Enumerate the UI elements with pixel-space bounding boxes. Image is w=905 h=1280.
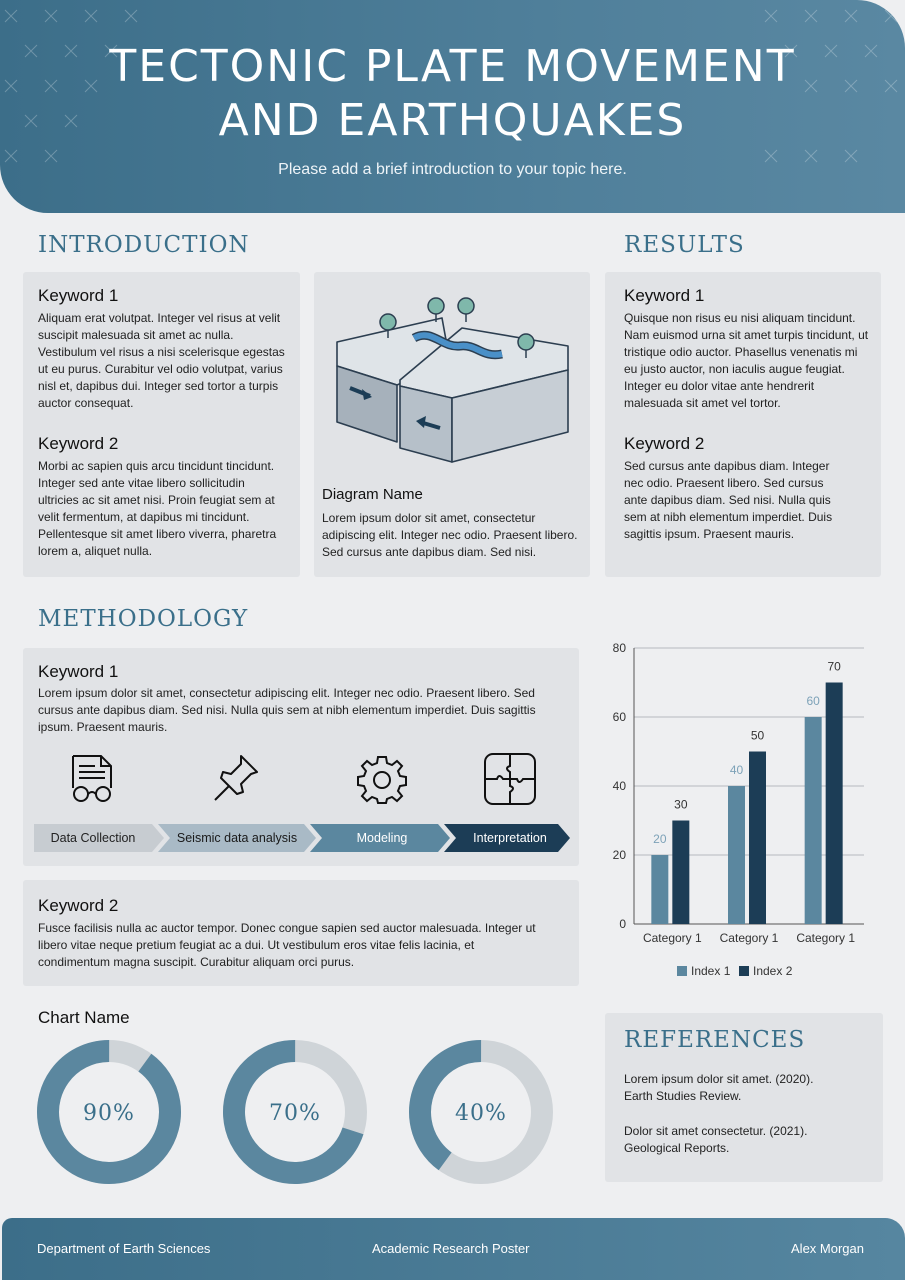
reference-2-line-2: Geological Reports. bbox=[624, 1141, 730, 1155]
donut-chart-1 bbox=[30, 1034, 194, 1190]
footer-bar bbox=[2, 1218, 905, 1280]
gear-icon bbox=[357, 754, 407, 804]
y-tick-label: 40 bbox=[612, 779, 626, 793]
methodology-card-2 bbox=[23, 880, 579, 986]
method-keyword-2: Keyword 2 bbox=[38, 896, 119, 915]
intro-text-1: Aliquam erat volutpat. Integer vel risus at velit suscipit malesuada sit amet ac nulla. Vestibulum vel risus a nisi scelerisque egestas ut eu purus. Curabitur vel odio volutpat, varius nisl et, dapibus dui. Integer sed tortor a turpis auctor consequat. bbox=[38, 311, 285, 410]
bar-2 bbox=[672, 821, 689, 925]
y-tick-label: 60 bbox=[612, 710, 626, 724]
document-glasses-icon bbox=[67, 752, 119, 804]
reference-1-line-1: Lorem ipsum dolor sit amet. (2020). bbox=[624, 1072, 814, 1086]
donut-chart-2 bbox=[218, 1035, 372, 1189]
x-tick-label: Category 1 bbox=[642, 931, 702, 945]
methodology-heading: METHODOLOGY bbox=[38, 606, 249, 632]
step-label-2: Seismic data analysis bbox=[176, 831, 298, 845]
tectonic-plates-diagram bbox=[332, 290, 574, 470]
footer-poster-type: Academic Research Poster bbox=[372, 1241, 530, 1256]
step-label-1: Data Collection bbox=[50, 831, 136, 845]
method-text-2: Fusce facilisis nulla ac auctor tempor. Donec congue sapien sed auctor malesuada. Integer ut libero vitae neque pretium feugiat ac a dui. Ut vestibulum eros vitae felis lacinia, et condimentum magna suscipit. Curabitur aliquam orci purus. bbox=[38, 921, 536, 969]
bar-value-label: 40 bbox=[729, 763, 744, 777]
method-keyword-1: Keyword 1 bbox=[38, 662, 119, 681]
poster-title bbox=[0, 40, 905, 148]
title-line-1: TECTONIC PLATE MOVEMENT bbox=[109, 41, 796, 92]
bar-value-label: 30 bbox=[674, 797, 688, 812]
intro-keyword-2: Keyword 2 bbox=[38, 434, 119, 453]
results-text-2: Sed cursus ante dapibus diam. Integer nec odio. Praesent libero. Sed cursus ante dapibus diam. Sed nisi. Nulla quis sem at nibh elementum imperdiet. Duis sagittis ipsum. Praesent mauris. bbox=[624, 459, 833, 541]
bar-1 bbox=[728, 786, 745, 924]
footer-author: Alex Morgan bbox=[791, 1241, 864, 1256]
legend-label: Index 1 bbox=[691, 964, 731, 978]
results-heading: RESULTS bbox=[624, 232, 745, 258]
intro-text-2: Morbi ac sapien quis arcu tincidunt tincidunt. Integer sed ante vitae libero sollicitudin ultricies ac sit amet nisi. Proin feugiat sem at velit fermentum, at dapibus mi tincidunt. Pellentesque sit amet libero viverra, pharetra lorem a, aliquet nulla. bbox=[38, 459, 277, 558]
bar-value-label: 60 bbox=[806, 694, 820, 708]
bar-value-label: 50 bbox=[750, 728, 765, 743]
results-keyword-2: Keyword 2 bbox=[624, 434, 705, 453]
donut-chart-3 bbox=[396, 1034, 566, 1190]
x-tick-label: Category 1 bbox=[719, 931, 779, 945]
diagram-text: Lorem ipsum dolor sit amet, consectetur adipiscing elit. Integer nec odio. Praesent libero. Sed cursus ante dapibus diam. Sed nisi. bbox=[322, 511, 578, 559]
step-label-4: Interpretation bbox=[473, 831, 547, 845]
header-banner bbox=[0, 0, 905, 213]
bar-1 bbox=[651, 855, 668, 924]
reference-2 bbox=[624, 1123, 807, 1157]
poster-subtitle: Please add a brief introduction to your topic here. bbox=[278, 161, 627, 178]
intro-keyword-1: Keyword 1 bbox=[38, 286, 119, 305]
reference-1 bbox=[624, 1071, 813, 1105]
y-tick-label: 80 bbox=[612, 641, 626, 655]
y-tick-label: 20 bbox=[612, 848, 626, 862]
bar-chart bbox=[600, 635, 890, 995]
bar-value-label: 70 bbox=[827, 659, 841, 674]
bar-2 bbox=[749, 752, 766, 925]
legend-label: Index 2 bbox=[753, 964, 793, 978]
step-label-3: Modeling bbox=[356, 831, 408, 845]
diagram-name: Diagram Name bbox=[322, 486, 423, 503]
donut-value-label: 90% bbox=[83, 1101, 135, 1126]
references-card bbox=[605, 1013, 883, 1182]
references-heading: REFERENCES bbox=[624, 1027, 806, 1053]
results-keyword-1: Keyword 1 bbox=[624, 286, 705, 305]
x-tick-label: Category 1 bbox=[796, 931, 856, 945]
legend-swatch bbox=[677, 966, 687, 976]
reference-1-line-2: Earth Studies Review. bbox=[624, 1089, 742, 1103]
donut-chart-title: Chart Name bbox=[38, 1008, 130, 1027]
introduction-heading: INTRODUCTION bbox=[38, 232, 250, 258]
footer-department: Department of Earth Sciences bbox=[37, 1241, 211, 1256]
bar-1 bbox=[805, 717, 822, 924]
results-text-1: Quisque non risus eu nisi aliquam tincidunt. Nam euismod urna sit amet turpis tincidunt, ut tristique odio auctor. Phasellus venenatis mi eu justo auctor, non iaculis augue feugiat. Integer eu dolor vitae ante hendrerit malesuada sit amet vel tortor. bbox=[624, 311, 869, 410]
y-tick-label: 0 bbox=[619, 917, 626, 931]
results-card bbox=[605, 272, 881, 577]
method-text-1: Lorem ipsum dolor sit amet, consectetur adipiscing elit. Integer nec odio. Praesent libero. Sed cursus ante dapibus diam. Sed nisi. Nulla quis sem at nibh elementum imperdiet. Duis sagittis ipsum. Praesent mauris. bbox=[38, 686, 536, 734]
legend-swatch bbox=[739, 966, 749, 976]
donut-value-label: 40% bbox=[455, 1101, 507, 1126]
introduction-card bbox=[23, 272, 300, 577]
reference-2-line-1: Dolor sit amet consectetur. (2021). bbox=[624, 1124, 808, 1138]
bar-value-label: 20 bbox=[653, 832, 667, 846]
pushpin-icon bbox=[211, 752, 263, 804]
diagram-card bbox=[314, 272, 590, 577]
bar-2 bbox=[826, 683, 843, 925]
donut-charts bbox=[30, 1034, 570, 1190]
puzzle-icon bbox=[483, 752, 537, 806]
title-line-2: AND EARTHQUAKES bbox=[218, 95, 687, 146]
donut-value-label: 70% bbox=[269, 1101, 321, 1126]
